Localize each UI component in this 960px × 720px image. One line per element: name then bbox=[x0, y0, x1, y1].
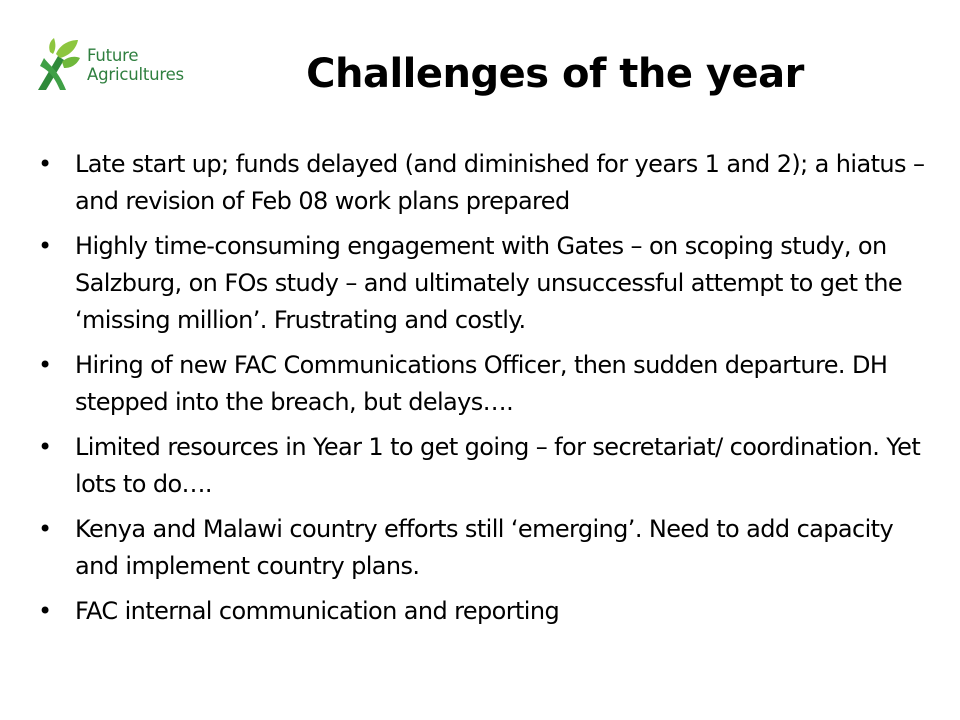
bullet-item bbox=[38, 146, 938, 220]
bullet-text: Highly time-consuming engagement with Gates – on scoping study, on Salzburg, on FOs study – and ultimately unsuccessful attempt to get the ‘missing million’. Frustrating and costly. bbox=[75, 232, 903, 334]
bullet-dot-icon: • bbox=[38, 232, 52, 260]
logo-line-1: Future bbox=[87, 46, 139, 65]
bullet-list bbox=[38, 146, 938, 638]
bullet-item bbox=[38, 228, 938, 339]
bullet-item bbox=[38, 347, 938, 421]
bullet-text: Limited resources in Year 1 to get going – for secretariat/ coordination. Yet lots to do…. bbox=[75, 433, 921, 498]
logo-line-2: Agricultures bbox=[87, 65, 184, 84]
bullet-text: Kenya and Malawi country efforts still ‘emerging’. Need to add capacity and implement country plans. bbox=[75, 515, 894, 580]
bullet-dot-icon: • bbox=[38, 597, 52, 625]
bullet-dot-icon: • bbox=[38, 150, 52, 178]
bullet-text: Hiring of new FAC Communications Officer, then sudden departure. DH stepped into the breach, but delays…. bbox=[75, 351, 888, 416]
bullet-text: Late start up; funds delayed (and diminished for years 1 and 2); a hiatus – and revision of Feb 08 work plans prepared bbox=[75, 150, 925, 215]
bullet-item bbox=[38, 593, 938, 630]
bullet-text: FAC internal communication and reporting bbox=[75, 597, 560, 625]
bullet-dot-icon: • bbox=[38, 351, 52, 379]
bullet-dot-icon: • bbox=[38, 433, 52, 461]
bullet-dot-icon: • bbox=[38, 515, 52, 543]
bullet-item bbox=[38, 429, 938, 503]
slide-title: Challenges of the year bbox=[306, 51, 804, 97]
bullet-item bbox=[38, 511, 938, 585]
